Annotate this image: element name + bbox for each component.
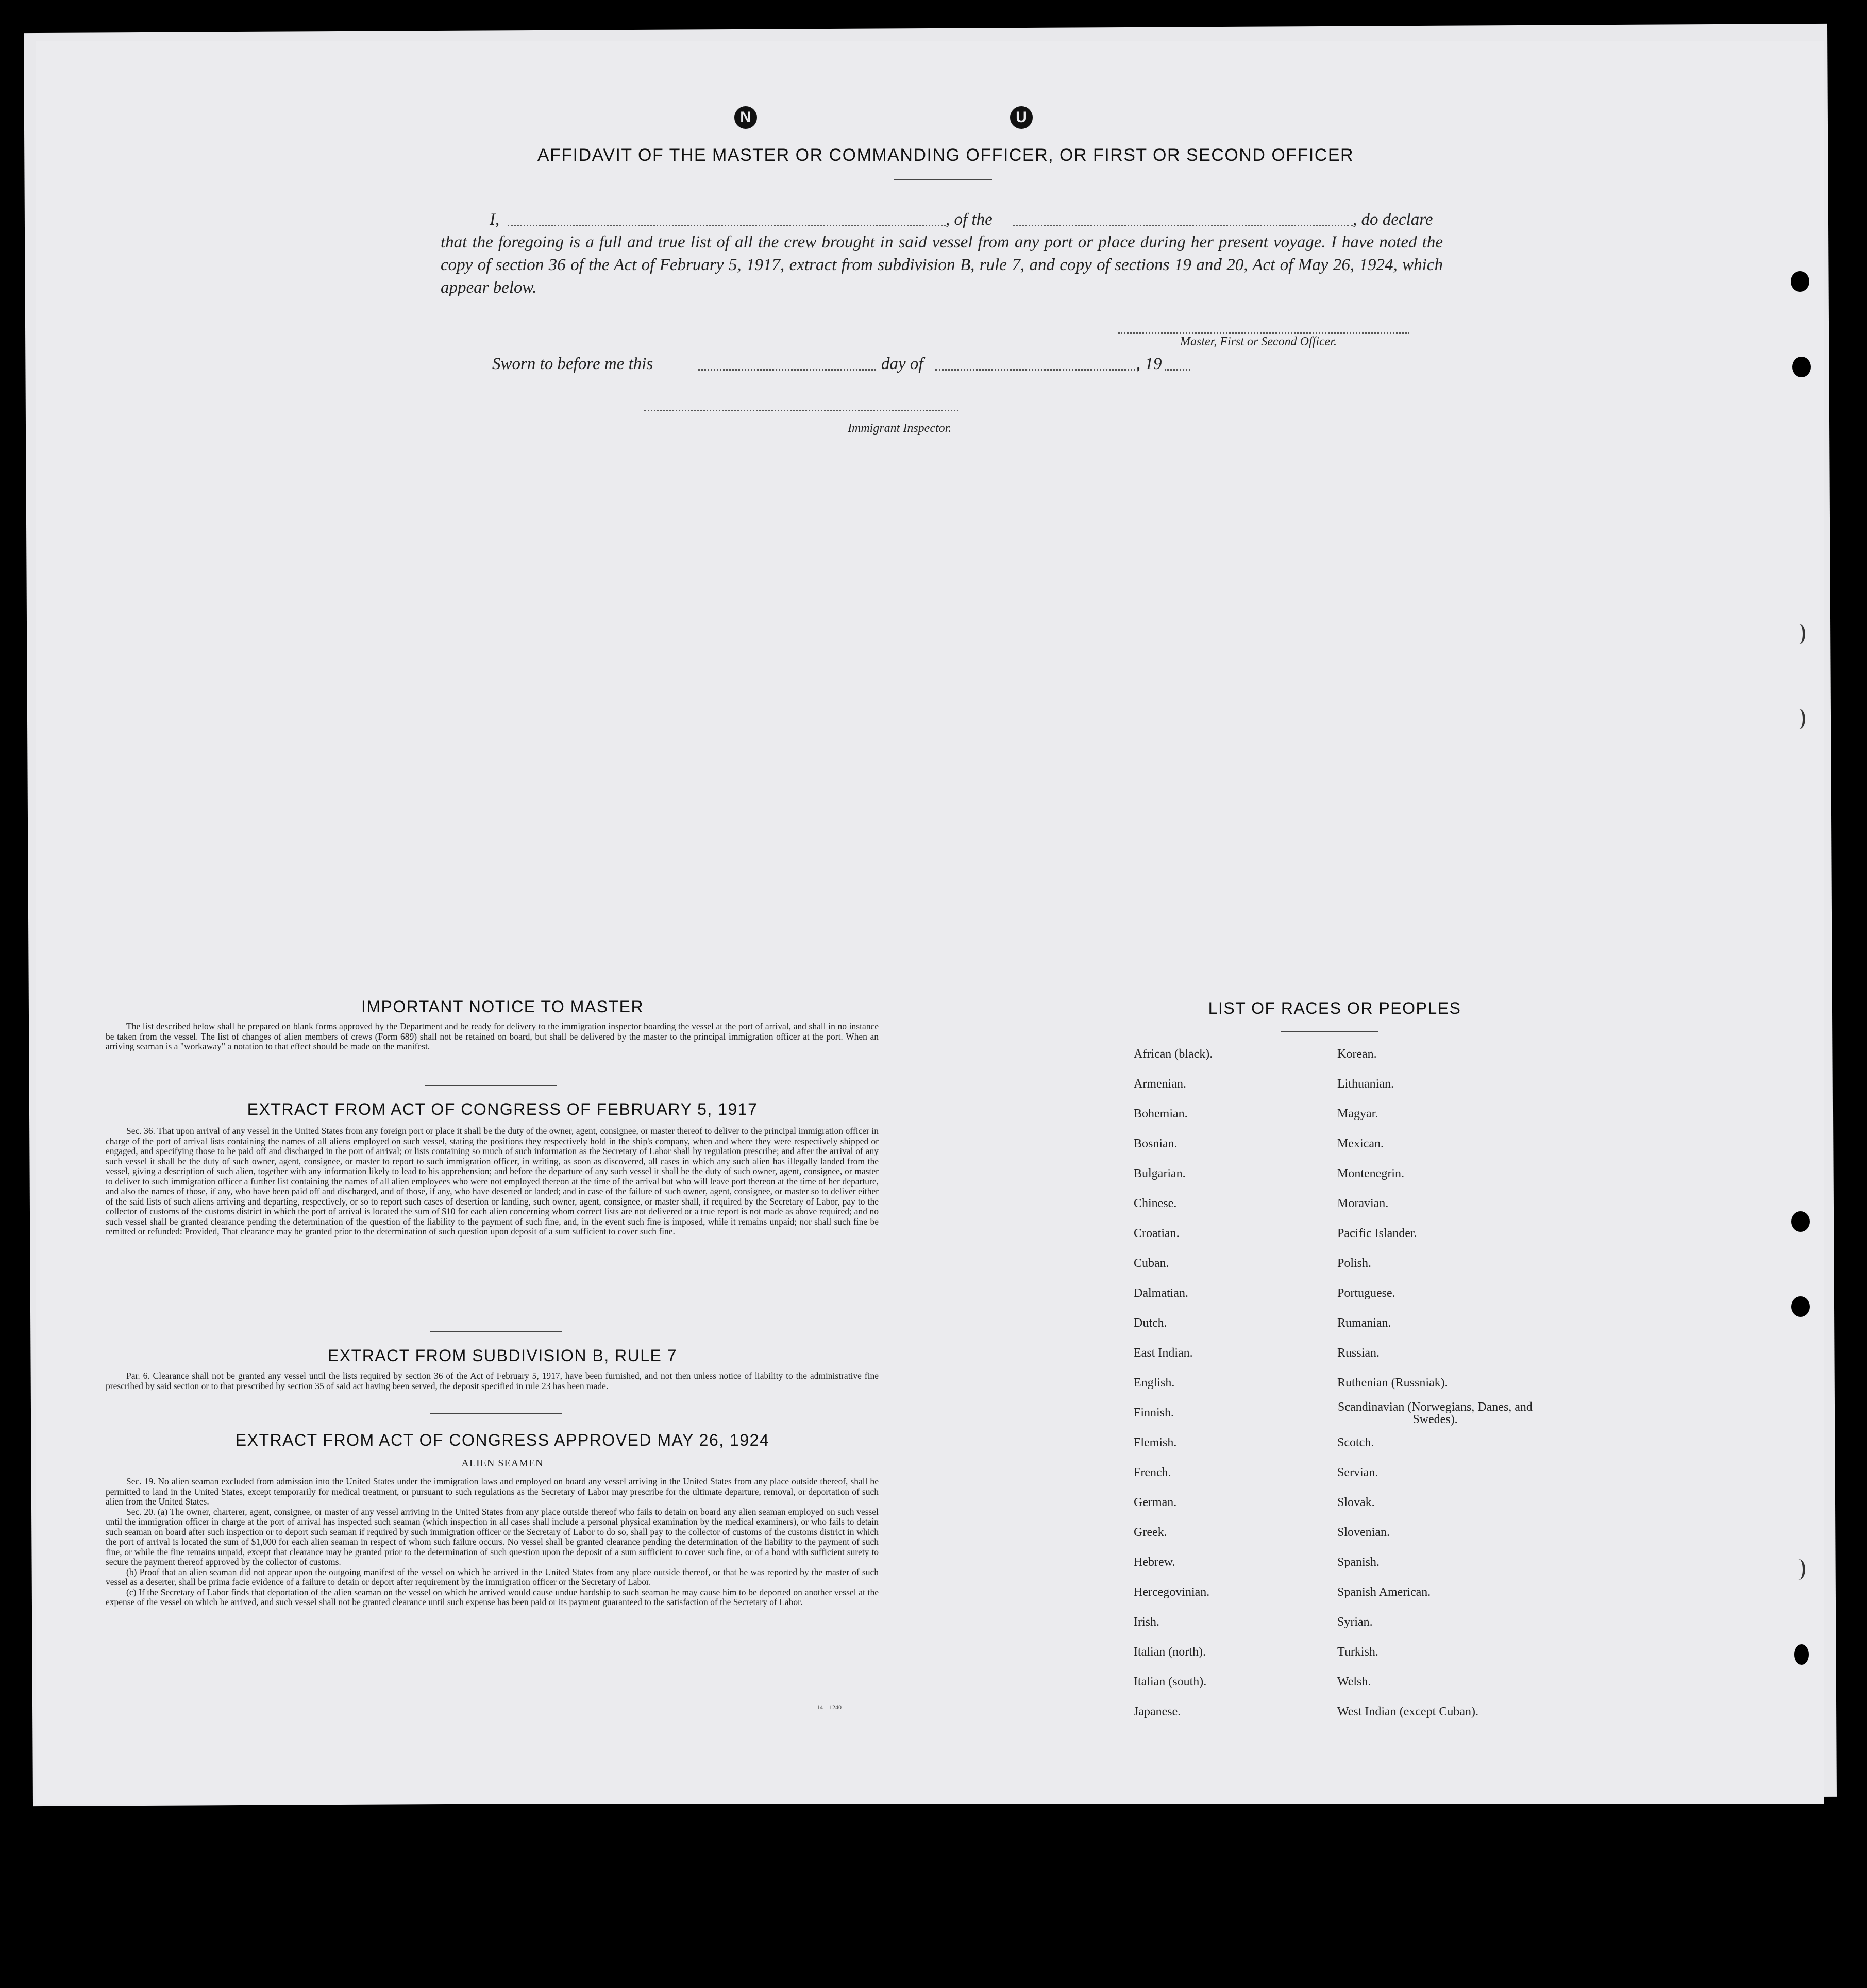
race-item: Magyar. [1337, 1107, 1378, 1121]
notice-title: IMPORTANT NOTICE TO MASTER [361, 997, 644, 1016]
race-item: Slovak. [1337, 1496, 1375, 1509]
race-item: Polish. [1337, 1257, 1372, 1270]
race-item: Welsh. [1337, 1675, 1371, 1689]
sec-20a: Sec. 20. (a) The owner, charterer, agent, consignee, or master of any vessel arriving in the United States from any place outside thereof who fails to detain on board any alien seaman employed on such vessel until the immigration officer in charge at the port of arrival has inspected such seaman (which inspection in all cases shall include a personal physical examination by the medical examiners), or who fails to detain such seaman on board after such inspection or to deport such seaman if required by such immigration officer or the Secretary of Labor to do so, shall pay to the collector of customs of the customs district in which the port of arrival is located the sum of $1,000 for each alien seaman in respect of whom such failure occurs. No vessel shall be granted clearance pending the determination of the liability to the payment of such fine, or while the fine remains unpaid, except that clearance may be granted prior to the determination of such question upon the deposit of a sum sufficient to cover such fine, or of a bond with sufficient surety to secure the payment thereof approved by the collector of customs. [106, 1506, 879, 1567]
stamp-n-icon: N [734, 106, 757, 129]
race-item: Mexican. [1337, 1137, 1384, 1150]
name-blank [508, 225, 946, 226]
extract-rule7-title: EXTRACT FROM SUBDIVISION B, RULE 7 [327, 1346, 678, 1365]
sec-19: Sec. 19. No alien seaman excluded from admission into the United States under the immigration laws and employed on board any vessel arriving in the United States from any place outside thereof, shall be permitted to land in the United States, except temporarily for medical treatment, or pursuant to such regulations as the Secretary of Labor may prescribe for the ultimate departure, removal, or deportation of such alien from the United States. [106, 1476, 879, 1507]
race-item: Lithuanian. [1337, 1077, 1394, 1091]
inspector-label: Immigrant Inspector. [848, 422, 952, 435]
race-item: Spanish. [1337, 1556, 1380, 1569]
sec-20b: (b) Proof that an alien seaman did not appear upon the outgoing manifest of the vessel on which he arrived in the United States from any place outside thereof, or that he was reported by the master of such vessel as a deserter, shall be prima facie evidence of a failure to detain or deport after requirement by the immigration officer or the Secretary of Labor. [106, 1566, 879, 1587]
race-item: Cuban. [1134, 1257, 1169, 1270]
race-item: Italian (north). [1134, 1645, 1206, 1659]
punch-hole-icon [1791, 1296, 1810, 1317]
race-item: Chinese. [1134, 1197, 1177, 1210]
master-signature-line [1118, 332, 1409, 334]
sworn-label: Sworn to before me this [492, 355, 653, 373]
race-item: Spanish American. [1337, 1585, 1431, 1599]
race-item: Slovenian. [1337, 1526, 1390, 1539]
vessel-blank [1013, 225, 1353, 226]
race-item: Japanese. [1134, 1705, 1181, 1718]
extract-1924-title: EXTRACT FROM ACT OF CONGRESS APPROVED MAY 26, 1924 [235, 1431, 770, 1449]
race-item: Greek. [1134, 1526, 1167, 1539]
inspector-signature-line [644, 410, 958, 411]
extract-rule7-text: Par. 6. Clearance shall not be granted any vessel until the lists required by section 36 of the Act of February 5, 1917, have been furnished, and not then unless notice of liability to the administrative fine prescribed by said section or to that prescribed by section 35 of said act having been served, the deposit specified in rule 23 has been made. [106, 1371, 879, 1391]
race-item: African (black). [1134, 1047, 1213, 1061]
alien-seamen-subtitle: ALIEN SEAMEN [461, 1458, 544, 1469]
extract-1924-text [106, 1477, 879, 1608]
race-item: Dalmatian. [1134, 1287, 1188, 1300]
race-item: Finnish. [1134, 1406, 1174, 1419]
divider [430, 1331, 562, 1332]
race-item: Croatian. [1134, 1227, 1180, 1240]
race-item: Italian (south). [1134, 1675, 1207, 1689]
race-item: Scotch. [1337, 1436, 1374, 1449]
race-item: French. [1134, 1466, 1171, 1479]
sworn-month-blank [935, 369, 1139, 371]
declare-label: , do declare [1353, 210, 1433, 229]
affidavit-title: AFFIDAVIT OF THE MASTER OR COMMANDING OFFICER, OR FIRST OR SECOND OFFICER [537, 145, 1354, 165]
race-item: Hercegovinian. [1134, 1585, 1210, 1599]
master-signature-label: Master, First or Second Officer. [1180, 335, 1337, 348]
punch-hole-icon [1792, 709, 1805, 729]
year-label: , 19 [1136, 355, 1162, 373]
race-item: Ruthenian (Russniak). [1337, 1376, 1448, 1390]
race-item: German. [1134, 1496, 1177, 1509]
race-item: Flemish. [1134, 1436, 1177, 1449]
race-item: Bulgarian. [1134, 1167, 1186, 1180]
divider [430, 1413, 562, 1414]
race-item: English. [1134, 1376, 1175, 1390]
sec-20c: (c) If the Secretary of Labor finds that deportation of the alien seaman on the vessel on which he arrived would cause undue hardship to such seaman he may cause him to be deported on another vessel at the expense of the vessel on which he arrived, and such vessel shall not be granted clearance until such expense has been paid or its payment guaranteed to the satisfaction of the Secretary of Labor. [106, 1586, 879, 1607]
sworn-day-blank [698, 369, 876, 371]
race-item: Moravian. [1337, 1197, 1389, 1210]
race-item: Irish. [1134, 1615, 1159, 1629]
race-item: East Indian. [1134, 1346, 1193, 1360]
form-number: 14—1240 [817, 1703, 842, 1711]
day-of-label: day of [881, 355, 923, 373]
race-item: Turkish. [1337, 1645, 1378, 1659]
punch-hole-icon [1792, 357, 1811, 377]
race-item: Bohemian. [1134, 1107, 1188, 1121]
race-item: Scandinavian (Norwegians, Danes, and Swedes). [1338, 1400, 1533, 1426]
notice-text: The list described below shall be prepared on blank forms approved by the Department and be ready for delivery to the immigration inspector boarding the vessel at the port of arrival, and shall in no instance be taken from the vessel. The list of changes of alien members of crews (Form 689) shall not be retained on board, but shall be delivered by the master to the principal immigration officer at the port. When an arriving seaman is a "workaway" a notation to that effect should be made on the manifest. [106, 1021, 879, 1051]
extract-1917-text: Sec. 36. That upon arrival of any vessel in the United States from any foreign port or place it shall be the duty of the owner, agent, consignee, or master thereof to deliver to the principal immigration officer in charge of the port of arrival lists containing the names of all aliens employed on such vessel, stating the positions they respectively hold in the ship's company, when and where they were respectively shipped or engaged, and specifying those to be paid off and discharged in the port of arrival; or lists containing so much of such information as the Secretary of Labor shall by regulation prescribe; and after the arrival of any such vessel it shall be the duty of such owner, agent, consignee, or master to report to such immigration officer, in writing, as soon as discovered, all cases in which any such alien has illegally landed from the vessel, giving a description of such alien, together with any information likely to lead to his apprehension; and before the departure of any such vessel it shall be the duty of such owner, agent, consignee, or master to deliver to such immigration officer a further list containing the names of all alien employees who were not employed thereon at the time of the arrival but who will leave port thereon at the time of her departure, and also the names of those, if any, who have been paid off and discharged, and of those, if any, who have deserted or landed; and in case of the failure of such owner, agent, consignee, or master so to deliver either of the said lists of such aliens arriving and departing, respectively, or so to report such cases of desertion or landing, such owner, agent, consignee, or master shall, if required by the Secretary of Labor, pay to the collector of customs of the customs district in which the port of arrival is located the sum of $10 for each alien concerning whom correct lists are not delivered or a true report is not made as above required; and no such vessel shall be granted clearance pending the determination of the question of the liability to the payment of such fine, and, in the event such fine is imposed, while it remains unpaid; nor shall such fine be remitted or refunded: Provided, That clearance may be granted prior to the determination of such question upon deposit of a sum sufficient to cover such fine. [106, 1126, 879, 1237]
punch-hole-icon [1791, 1211, 1810, 1232]
affidavit-body: that the foregoing is a full and true list of all the crew brought in said vessel from any port or place during her present voyage. I have noted the copy of section 36 of the Act of February 5, 1917, extract from subdivision B, rule 7, and copy of sections 19 and 20, Act of May 26, 1924, which appear below. [441, 233, 1443, 297]
races-divider [1281, 1031, 1378, 1032]
punch-hole-icon [1792, 624, 1805, 644]
race-item: West Indian (except Cuban). [1337, 1705, 1478, 1718]
punch-hole-icon [1792, 1559, 1805, 1580]
extract-1917-title: EXTRACT FROM ACT OF CONGRESS OF FEBRUARY 5, 1917 [247, 1100, 758, 1118]
affidavit-i-label: I, [490, 210, 500, 229]
stamp-u-icon: U [1010, 106, 1033, 129]
race-item: Pacific Islander. [1337, 1227, 1417, 1240]
title-divider [894, 179, 992, 180]
race-item: Portuguese. [1337, 1287, 1395, 1300]
divider [425, 1085, 557, 1086]
race-item: Bosnian. [1134, 1137, 1178, 1150]
race-item: Korean. [1337, 1047, 1377, 1061]
race-item: Russian. [1337, 1346, 1380, 1360]
race-item: Syrian. [1337, 1615, 1373, 1629]
race-item: Montenegrin. [1337, 1167, 1404, 1180]
sworn-year-blank [1165, 369, 1190, 371]
race-item: Dutch. [1134, 1316, 1167, 1330]
punch-hole-icon [1794, 1644, 1809, 1665]
race-item: Hebrew. [1134, 1556, 1175, 1569]
race-item: Servian. [1337, 1466, 1378, 1479]
races-title: LIST OF RACES OR PEOPLES [1208, 999, 1461, 1017]
punch-hole-icon [1791, 271, 1809, 292]
of-the-label: , of the [946, 210, 993, 229]
race-item: Armenian. [1134, 1077, 1186, 1091]
race-item: Rumanian. [1337, 1316, 1391, 1330]
